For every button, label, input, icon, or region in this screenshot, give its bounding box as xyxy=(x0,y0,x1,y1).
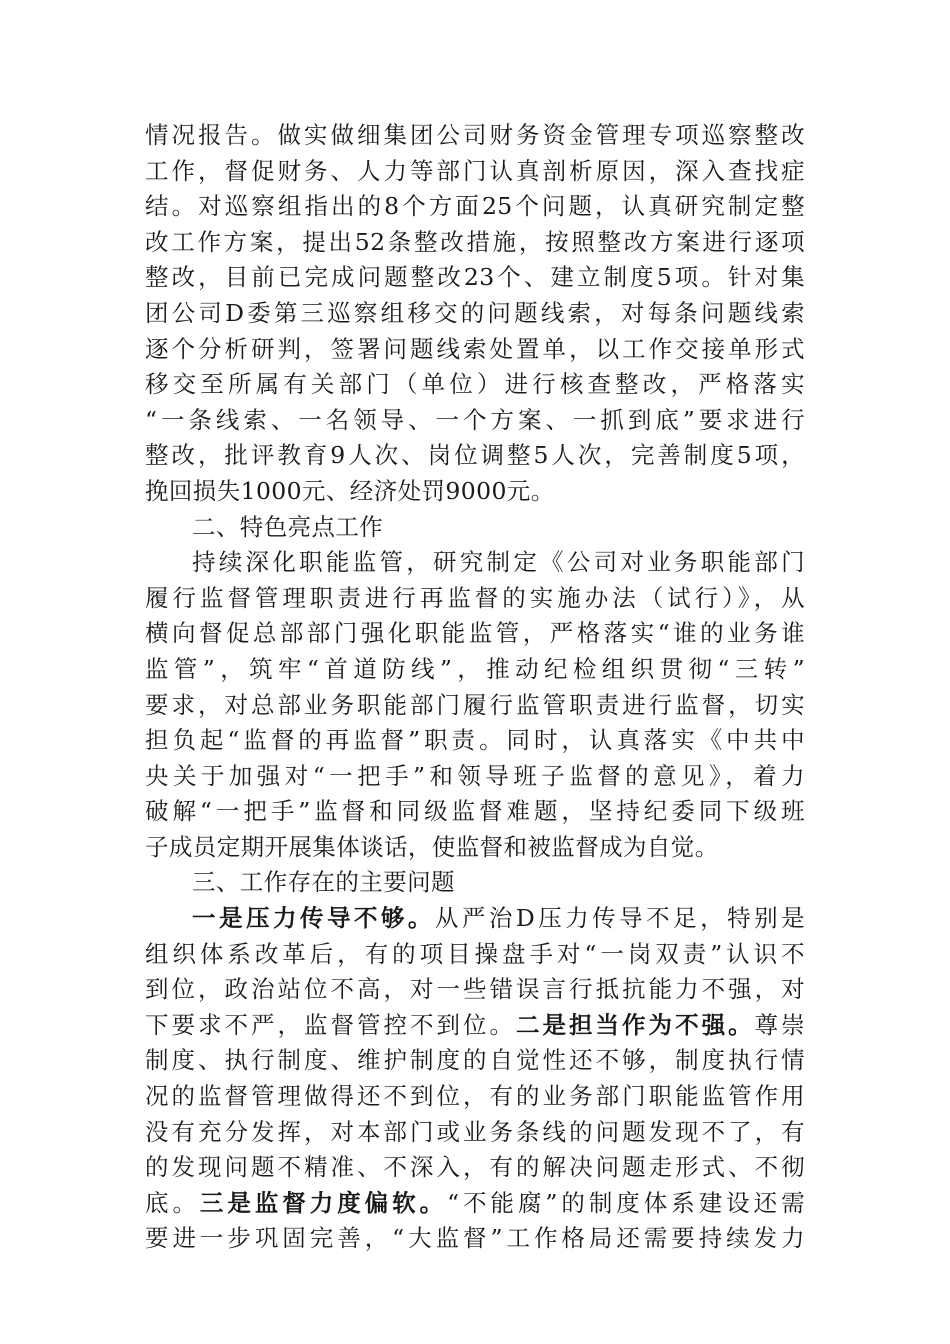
paragraph-line: 改工作方案，提出52条整改措施，按照整改方案进行逐项 xyxy=(145,227,805,256)
paragraph-text: 从严治D压力传导不足，特别是 xyxy=(434,904,805,933)
section-heading: 二、特色亮点工作 xyxy=(192,512,384,541)
paragraph-line: “一条线索、一名领导、一个方案、一抓到底”要求进行 xyxy=(145,405,805,434)
paragraph-line: 没有充分发挥，对本部门或业务条线的问题发现不了，有 xyxy=(145,1117,805,1146)
paragraph-line: 制度、执行制度、维护制度的自觉性还不够，制度执行情 xyxy=(145,1046,805,1075)
paragraph-text: 尊崇 xyxy=(754,1010,805,1039)
paragraph-line xyxy=(145,1186,805,1222)
paragraph-line: 破解“一把手”监督和同级监督难题，坚持纪委同下级班 xyxy=(145,797,805,826)
paragraph-line: 要进一步巩固完善，“大监督”工作格局还需要持续发力 xyxy=(145,1224,805,1253)
paragraph-line: 横向督促总部部门强化职能监管，严格落实“谁的业务谁 xyxy=(145,619,805,648)
paragraph-line: 子成员定期开展集体谈话，使监督和被监督成为自觉。 xyxy=(145,832,719,861)
paragraph-line: 的发现问题不精准、不深入，有的解决问题走形式、不彻 xyxy=(145,1153,805,1182)
paragraph-line: 团公司D委第三巡察组移交的问题线索，对每条问题线索 xyxy=(145,298,805,327)
paragraph-line: 逐个分析研判，签署问题线索处置单，以工作交接单形式 xyxy=(145,334,805,363)
paragraph-line: 移交至所属有关部门（单位）进行核查整改，严格落实 xyxy=(145,370,805,399)
paragraph-text: “不能腐”的制度体系建设还需 xyxy=(447,1188,805,1217)
document-body xyxy=(145,118,805,1257)
paragraph-line: 工作，督促财务、人力等部门认真剖析原因，深入查找症 xyxy=(145,156,805,185)
paragraph-text: 下要求不严，监督管控不到位。 xyxy=(145,1010,517,1039)
paragraph-line: 央关于加强对“一把手”和领导班子监督的意见》，着力 xyxy=(145,761,805,790)
bold-lead-phrase: 二是担当作为不强。 xyxy=(516,1010,755,1039)
paragraph-line xyxy=(145,901,805,937)
bold-lead-phrase: 三是监督力度偏软。 xyxy=(199,1188,448,1217)
paragraph-line: 结。对巡察组指出的8个方面25个问题，认真研究制定整 xyxy=(145,192,805,221)
paragraph-line: 到位，政治站位不高，对一些错误言行抵抗能力不强，对 xyxy=(145,975,805,1004)
paragraph-line: 整改，批评教育9人次、岗位调整5人次，完善制度5项， xyxy=(145,441,805,470)
bold-lead-phrase: 一是压力传导不够。 xyxy=(192,904,435,933)
paragraph-text: 底。 xyxy=(145,1188,200,1217)
paragraph-line: 整改，目前已完成问题整改23个、建立制度5项。针对集 xyxy=(145,263,805,292)
paragraph-line: 担负起“监督的再监督”职责。同时，认真落实《中共中 xyxy=(145,726,805,755)
paragraph-line: 情况报告。做实做细集团公司财务资金管理专项巡察整改 xyxy=(145,121,805,149)
paragraph-line: 挽回损失1000元、经济处罚9000元。 xyxy=(145,476,555,505)
paragraph-line xyxy=(145,1008,805,1044)
paragraph-line: 要求，对总部业务职能部门履行监管职责进行监督，切实 xyxy=(145,690,805,719)
paragraph-line: 监管”，筑牢“首道防线”，推动纪检组织贯彻“三转” xyxy=(145,654,805,683)
section-heading: 三、工作存在的主要问题 xyxy=(192,868,455,897)
paragraph-line: 持续深化职能监管，研究制定《公司对业务职能部门 xyxy=(192,548,805,577)
paragraph-line: 况的监督管理做得还不到位，有的业务部门职能监管作用 xyxy=(145,1082,805,1111)
paragraph-line: 履行监督管理职责进行再监督的实施办法（试行）》，从 xyxy=(145,583,805,612)
paragraph-line: 组织体系改革后，有的项目操盘手对“一岗双责”认识不 xyxy=(145,939,805,968)
